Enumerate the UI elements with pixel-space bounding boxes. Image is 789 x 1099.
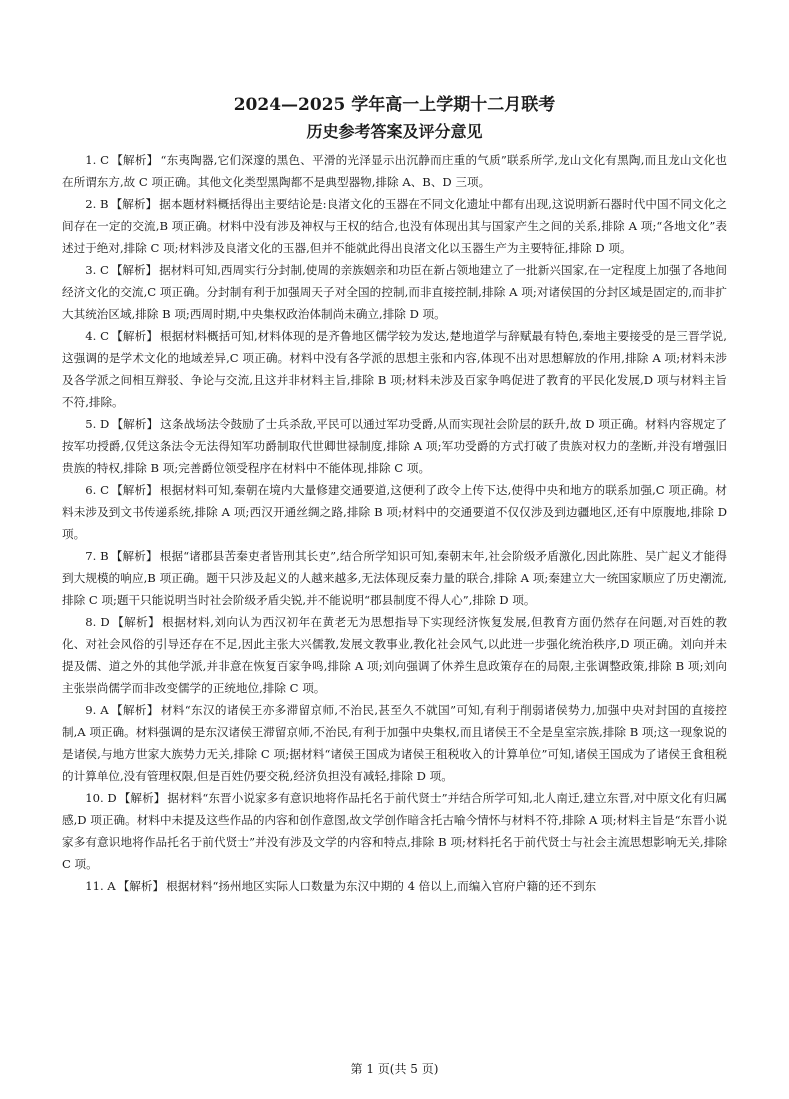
answer-text: “东夷陶器,它们深邃的黑色、平滑的光泽显示出沉静而庄重的气质”联系所学,龙山文化有黑陶,而且龙山文化也在所谓东方,故 C 项正确。其他文化类型黑陶都不是典型器物,排除 A、B、D 三项。	[62, 153, 727, 189]
analysis-tag: 【解析】	[110, 703, 159, 717]
answer-number: 9. A	[85, 703, 109, 717]
answer-item	[62, 259, 727, 325]
answer-list	[62, 149, 727, 897]
analysis-tag: 【解析】	[110, 329, 159, 343]
analysis-tag: 【解析】	[110, 263, 158, 277]
answer-item	[62, 787, 727, 875]
document-title: 2024—2025 学年高一上学期十二月联考	[233, 95, 556, 115]
answer-number: 4. C	[85, 329, 109, 343]
answer-item	[62, 149, 727, 193]
answer-item	[62, 479, 727, 545]
answer-number: 10. D	[85, 791, 117, 805]
analysis-tag: 【解析】	[117, 879, 165, 893]
answer-item	[62, 699, 727, 787]
analysis-tag: 【解析】	[118, 791, 166, 805]
answer-text: 根据材料“扬州地区实际人口数量为东汉中期的 4 倍以上,而编入官府户籍的还不到东	[166, 879, 597, 893]
answer-number: 1. C	[85, 153, 110, 167]
answer-item	[62, 611, 727, 699]
answer-number: 5. D	[85, 417, 110, 431]
analysis-tag: 【解析】	[111, 417, 159, 431]
answer-item	[62, 325, 727, 413]
page-number: 第 1 页(共 5 页)	[350, 1062, 439, 1076]
document-subtitle: 历史参考答案及评分意见	[306, 122, 483, 141]
answer-number: 3. C	[85, 263, 109, 277]
answer-number: 8. D	[85, 615, 110, 629]
answer-number: 6. C	[85, 483, 109, 497]
analysis-tag: 【解析】	[110, 483, 158, 497]
answer-text: 根据材料概括可知,材料体现的是齐鲁地区儒学较为发达,楚地道学与辞赋最有特色,秦地主要接受的是三晋学说,这强调的是学术文化的地域差异,C 项正确。材料中没有各学派的思想主张和内容,体现不出对思想解放的作用,排除 A 项;材料未涉及各学派之间相互辩驳、争论与交流,且这并非材料主旨,排除 B 项;材料未涉及百家争鸣促进了教育的平民化发展,D 项与材料主旨不符,排除。	[62, 329, 727, 409]
answer-text: 据材料“东晋小说家多有意识地将作品托名于前代贤士”并结合所学可知,北人南迁,建立东晋,对中原文化有归属感,D 项正确。材料中未提及这些作品的内容和创作意图,故文学创作暗含托古喻今情怀与材料不符,排除 A 项;材料主旨是“东晋小说家多有意识地将作品托名于前代贤士”并没有涉及文学的内容和特点,排除 B 项;材料托名于前代贤士与社会主流思想影响无关,排除 C 项。	[62, 791, 727, 871]
answer-number: 7. B	[85, 549, 109, 563]
answer-text: 根据材料,刘向认为西汉初年在黄老无为思想指导下实现经济恢复发展,但教育方面仍然存在问题,对百姓的教化、对社会风俗的引导还存在不足,因此主张大兴儒教,发展文教事业,教化社会风气,以此进一步强化统治秩序,D 项正确。刘向并未提及儒、道之外的其他学派,并非意在恢复百家争鸣,排除 A 项;刘向强调了休养生息政策存在的局限,主张调整政策,排除 B 项;刘向主张崇尚儒学而非改变儒学的正统地位,排除 C 项。	[62, 615, 727, 695]
answer-text: 根据材料可知,秦朝在境内大量修建交通要道,这便利了政令上传下达,使得中央和地方的联系加强,C 项正确。材料未涉及到文书传递系统,排除 A 项;西汉开通丝绸之路,排除 B 项;材料中的交通要道不仅仅涉及到边疆地区,还有中原腹地,排除 D 项。	[62, 483, 727, 541]
answer-item	[62, 875, 727, 897]
answer-item	[62, 193, 727, 259]
answer-text: 材料“东汉的诸侯王亦多滞留京师,不治民,甚至久不就国”可知,有利于削弱诸侯势力,加强中央对封国的直接控制,A 项正确。材料强调的是东汉诸侯王滞留京师,不治民,有利于加强中央集权,而且诸侯王不全是皇室宗族,排除 B 项;这一现象说的是诸侯,与地方世家大族势力无关,排除 C 项;据材料“诸侯王国成为诸侯王租税收入的计算单位”可知,诸侯王国成为了诸侯王食租税的计算单位,没有管理权限,但是百姓仍要交税,经济负担没有减轻,排除 D 项。	[62, 703, 727, 783]
answer-number: 2. B	[85, 197, 109, 211]
analysis-tag: 【解析】	[111, 153, 159, 167]
analysis-tag: 【解析】	[111, 615, 161, 629]
analysis-tag: 【解析】	[110, 549, 158, 563]
answer-text: 根据“诸郡县苦秦吏者皆刑其长吏”,结合所学知识可知,秦朝末年,社会阶级矛盾激化,因此陈胜、吴广起义才能得到大规模的响应,B 项正确。题干只涉及起义的人越来越多,无法体现反秦力量的联合,排除 A 项;秦建立大一统国家顺应了历史潮流,排除 C 项;题干只能说明当时社会阶级矛盾尖锐,并不能说明“郡县制度不得人心”,排除 D 项。	[62, 549, 727, 607]
answer-number: 11. A	[85, 879, 116, 893]
answer-text: 据材料可知,西周实行分封制,使周的亲族姻亲和功臣在新占领地建立了一批新兴国家,在一定程度上加强了各地间经济文化的交流,C 项正确。分封制有利于加强周天子对全国的控制,而非直接控制,排除 A 项;对诸侯国的分封区域是固定的,而非扩大其统治区域,排除 B 项;西周时期,中央集权政治体制尚未确立,排除 D 项。	[62, 263, 727, 321]
answer-text: 据本题材料概括得出主要结论是:良渚文化的玉器在不同文化遗址中都有出现,这说明新石器时代中国不同文化之间存在一定的交流,B 项正确。材料中没有涉及神权与王权的结合,也没有体现出其与国家产生之间的关系,排除 A 项;“各地文化”表述过于绝对,排除 C 项;材料涉及良渚文化的玉器,但并不能就此得出良渚文化以玉器生产为主要特征,排除 D 项。	[62, 197, 727, 255]
answer-item	[62, 413, 727, 479]
answer-text: 这条战场法令鼓励了士兵杀敌,平民可以通过军功受爵,从而实现社会阶层的跃升,故 D 项正确。材料内容规定了按军功授爵,仅凭这条法令无法得知军功爵制取代世卿世禄制度,排除 A 项;军功受爵的方式打破了贵族对权力的垄断,并没有增强旧贵族的特权,排除 B 项;完善爵位领受程序在材料中不能体现,排除 C 项。	[62, 417, 727, 475]
answer-item	[62, 545, 727, 611]
analysis-tag: 【解析】	[110, 197, 158, 211]
